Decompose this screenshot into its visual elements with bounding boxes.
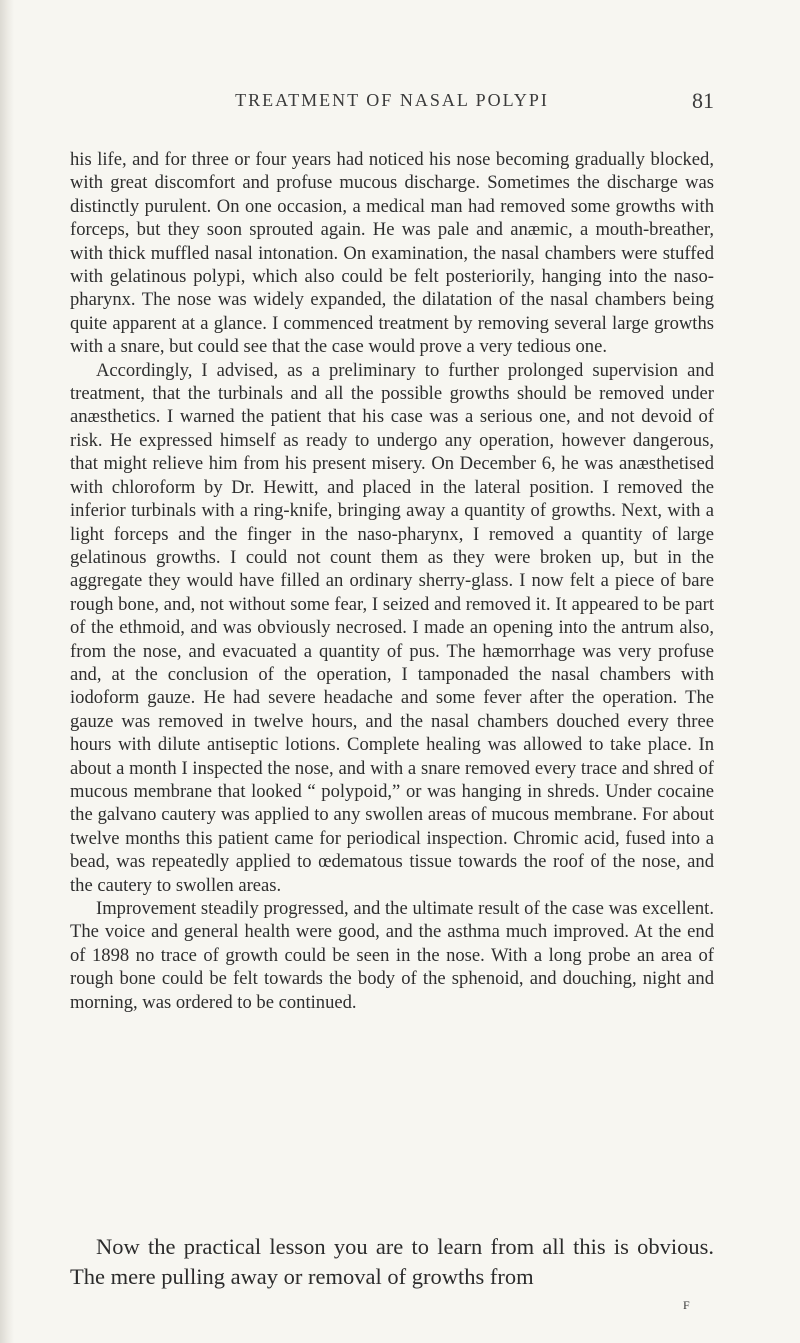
page-header — [70, 88, 714, 128]
lecture-text — [70, 1232, 714, 1292]
paragraph-lesson: Now the practical lesson you are to learn from all this is obvious. The mere pulling away or removal of growths from — [70, 1234, 714, 1289]
page-number: 81 — [692, 88, 714, 113]
page-gutter-shadow — [0, 0, 14, 1343]
body-text — [70, 148, 714, 1014]
paragraph-operation: Accordingly, I advised, as a preliminary to further prolonged supervision and treatment, that the turbinals and all the possible growths should be removed under anæsthetics. I warned the patient that his case was a serious one, and not devoid of risk. He expressed himself as ready to undergo any operation, however dangerous, that might relieve him from his present misery. On December 6, he was anæsthetised with chloroform by Dr. Hewitt, and placed in the lateral position. I removed the inferior turbinals with a ring-knife, bringing away a quantity of growths. Next, with a light forceps and the finger in the naso-pharynx, I removed a quantity of large gelatinous growths. I could not count them as they were broken up, but in the aggregate they would have filled an ordinary sherry-glass. I now felt a piece of bare rough bone, and, not without some fear, I seized and removed it. It appeared to be part of the ethmoid, and was obviously necrosed. I made an opening into the antrum also, from the nose, and evacuated a quantity of pus. The hæmorrhage was very profuse and, at the conclusion of the operation, I tamponaded the nasal chambers with iodoform gauze. He had severe headache and some fever after the operation. The gauze was removed in twelve hours, and the nasal chambers douched every three hours with dilute antiseptic lotions. Complete healing was allowed to take place. In about a month I inspected the nose, and with a snare removed every trace and shred of mucous membrane that looked “ polypoid,” or was hanging in shreds. Under cocaine the galvano cautery was applied to any swollen areas of mucous membrane. For about twelve months this patient came for periodical inspection. Chromic acid, fused into a bead, was repeatedly applied to œdematous tissue towards the roof of the nose, and the cautery to swollen areas. — [70, 359, 714, 896]
paragraph-continuation: his life, and for three or four years had noticed his nose becoming gradually blocked, with great discomfort and profuse mucous discharge. Sometimes the discharge was distinctly purulent. On one occasion, a medical man had removed some growths with forceps, but they soon sprouted again. He was pale and anæmic, a mouth-breather, with thick muffled nasal intonation. On examination, the nasal chambers were stuffed with gelatinous polypi, which also could be felt posteriorily, hanging into the naso-pharynx. The nose was widely expanded, the dilatation of the nasal chambers being quite apparent at a glance. I commenced treatment by removing several large growths with a snare, but could see that the case would prove a very tedious one. — [70, 149, 714, 358]
paragraph-outcome: Improvement steadily progressed, and the ultimate result of the case was excellent. The voice and general health were good, and the asthma much improved. At the end of 1898 no trace of growth could be seen in the nose. With a long probe an area of rough bone could be felt towards the body of the sphenoid, and douching, night and morning, was ordered to be continued. — [70, 898, 714, 1013]
signature-mark: F — [683, 1298, 691, 1312]
running-title: TREATMENT OF NASAL POLYPI — [235, 90, 549, 110]
